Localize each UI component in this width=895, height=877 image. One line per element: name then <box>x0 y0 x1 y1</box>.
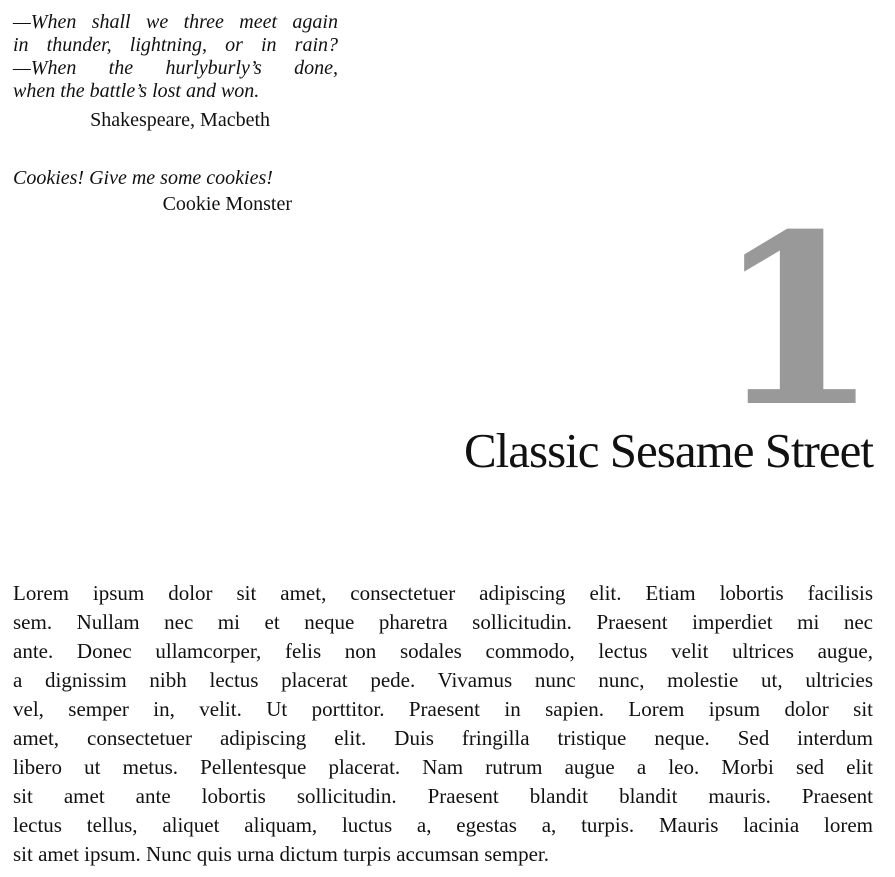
quote-line: in thunder, lightning, or in rain? <box>13 34 338 56</box>
body-line: sit amet ipsum. Nunc quis urna dictum turpis accumsan semper. <box>13 842 549 866</box>
epigraph-author: Cookie Monster <box>162 193 292 215</box>
body-line: sem. Nullam nec mi et neque pharetra sollicitudin. Praesent imperdiet mi nec <box>13 610 873 634</box>
body-line: libero ut metus. Pellentesque placerat. Nam rutrum augue a leo. Morbi sed elit <box>13 755 873 779</box>
body-line: lectus tellus, aliquet aliquam, luctus a, egestas a, turpis. Mauris lacinia lorem <box>13 813 873 837</box>
chapter-title: Classic Sesame Street <box>463 423 873 478</box>
body-line: ante. Donec ullamcorper, felis non sodales commodo, lectus velit ultrices augue, <box>13 639 873 663</box>
epigraph-cookie-quote <box>13 167 338 190</box>
quote-line: Cookies! Give me some cookies! <box>13 167 273 189</box>
quote-line: when the battle’s lost and won. <box>13 80 260 102</box>
body-paragraph <box>13 579 873 869</box>
body-line: a dignissim nibh lectus placerat pede. Vivamus nunc nunc, molestie ut, ultricies <box>13 668 873 692</box>
body-line: Lorem ipsum dolor sit amet, consectetuer adipiscing elit. Etiam lobortis facilisis <box>13 581 873 605</box>
epigraph-author: Shakespeare, Macbeth <box>90 109 270 131</box>
epigraph-macbeth-quote <box>13 11 338 103</box>
chapter-number: 1 <box>715 183 875 459</box>
epigraph-block <box>13 11 338 216</box>
epigraph-cookie-monster <box>13 167 338 216</box>
epigraph-macbeth <box>13 11 338 132</box>
quote-line: —When shall we three meet again <box>13 11 338 33</box>
body-line: sit amet ante lobortis sollicitudin. Praesent blandit blandit mauris. Praesent <box>13 784 873 808</box>
body-line: amet, consectetuer adipiscing elit. Duis fringilla tristique neque. Sed interdum <box>13 726 873 750</box>
body-line: vel, semper in, velit. Ut porttitor. Praesent in sapien. Lorem ipsum dolor sit <box>13 697 873 721</box>
quote-line: —When the hurlyburly’s done, <box>13 57 338 79</box>
